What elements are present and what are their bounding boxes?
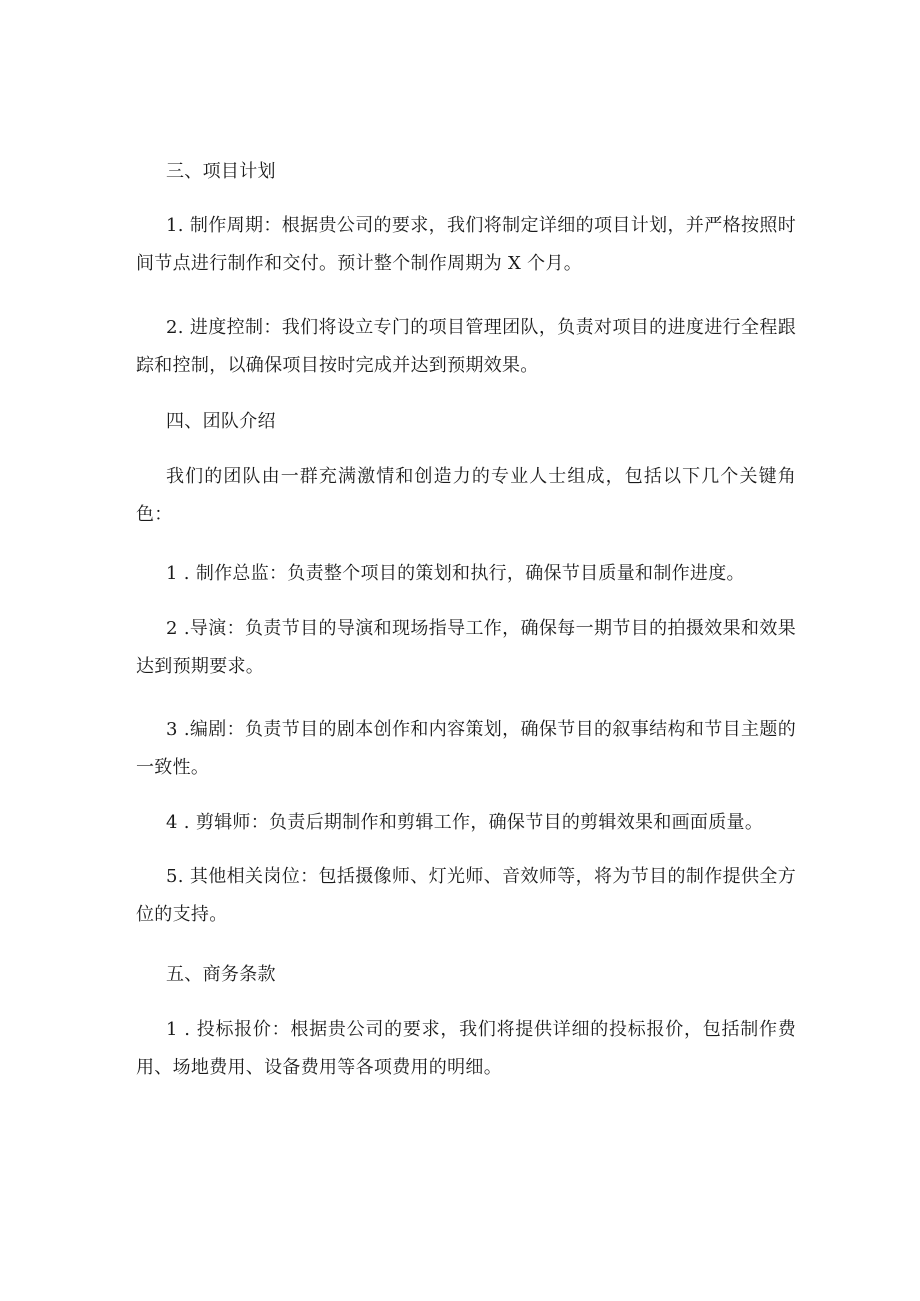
section-4-heading: 四、团队介绍 [166,411,276,432]
section-4-item-2: 2 .导演：负责节目的导演和现场指导工作，确保每一期节目的拍摄效果和效果达到预期要求。 [136,618,796,677]
section-3-item-2: 2. 进度控制：我们将设立专门的项目管理团队，负责对项目的进度进行全程跟踪和控制，以确保项目按时完成并达到预期效果。 [136,317,796,376]
section-4-intro: 我们的团队由一群充满激情和创造力的专业人士组成，包括以下几个关键角色： [136,466,796,525]
section-3-item-1: 1. 制作周期：根据贵公司的要求，我们将制定详细的项目计划，并严格按照时间节点进行制作和交付。预计整个制作周期为 X 个月。 [136,215,796,274]
section-5-heading: 五、商务条款 [166,964,276,985]
section-4-item-4: 4 . 剪辑师：负责后期制作和剪辑工作，确保节目的剪辑效果和画面质量。 [166,812,764,833]
section-5-item-1: 1 . 投标报价：根据贵公司的要求，我们将提供详细的投标报价，包括制作费用、场地费用、设备费用等各项费用的明细。 [136,1019,796,1078]
section-4-item-3: 3 .编剧：负责节目的剧本创作和内容策划，确保节目的叙事结构和节目主题的一致性。 [136,719,796,778]
section-4-item-1: 1 . 制作总监：负责整个项目的策划和执行，确保节目质量和制作进度。 [166,563,745,584]
section-4-item-5: 5. 其他相关岗位：包括摄像师、灯光师、音效师等，将为节目的制作提供全方位的支持。 [136,866,796,925]
section-3-heading: 三、项目计划 [166,161,276,182]
